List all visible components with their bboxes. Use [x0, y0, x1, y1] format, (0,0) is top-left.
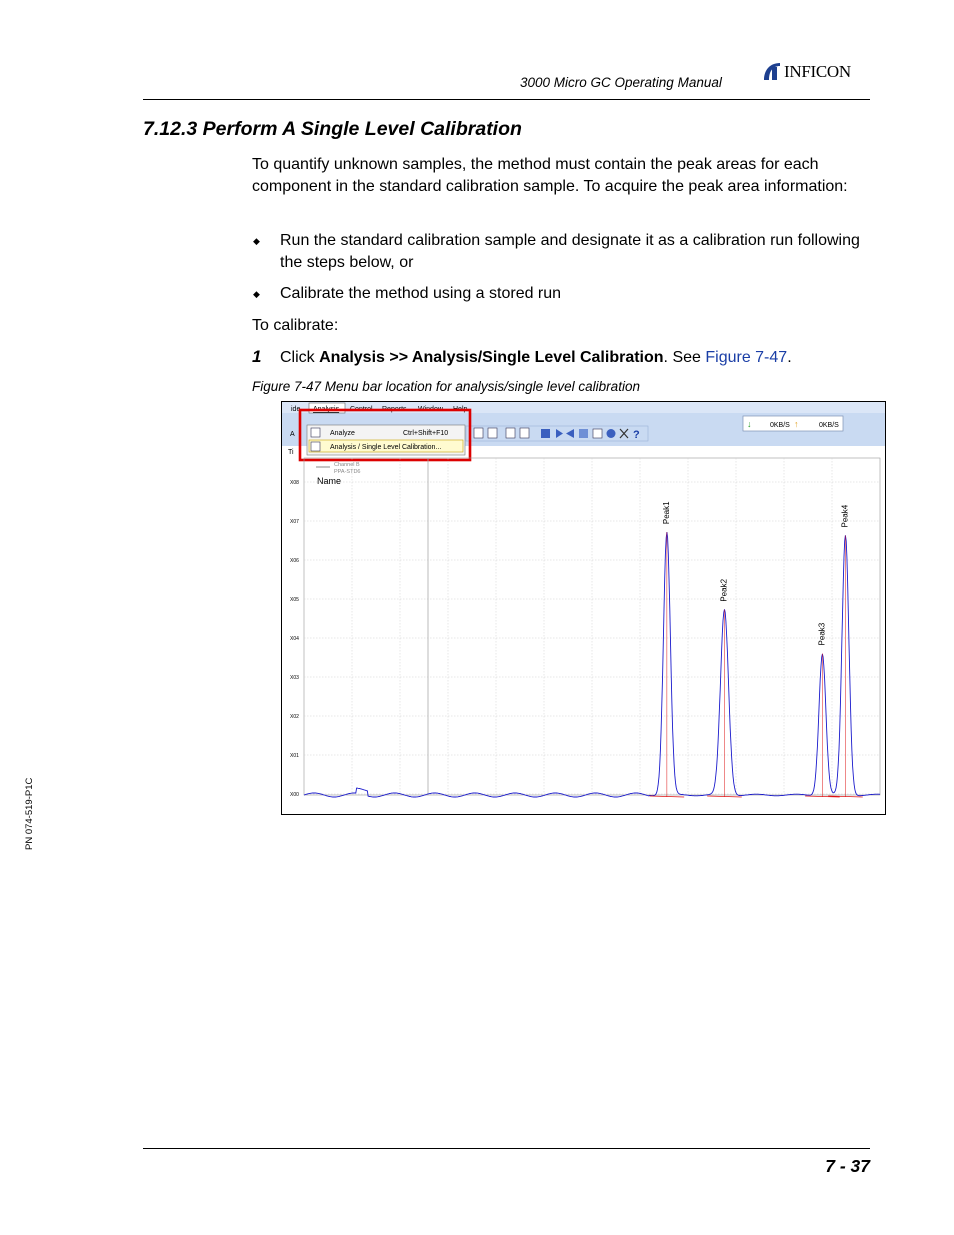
y-tick-label: X07	[290, 519, 299, 525]
analyze-icon	[311, 428, 320, 437]
toolbar-calibrate-icon[interactable]	[520, 428, 529, 438]
calibration-icon	[311, 442, 320, 451]
peak-label: Peak3	[817, 622, 827, 646]
plot-background	[282, 446, 886, 815]
toolbar-edit-icon[interactable]	[488, 428, 497, 438]
menu-item-help[interactable]: Help	[453, 406, 468, 413]
toolbar-refresh-icon[interactable]	[607, 429, 616, 438]
part-number: PN 074-519-P1C	[24, 777, 35, 850]
menu-item-reports[interactable]: Reports	[382, 406, 407, 413]
footer-rule	[143, 1148, 870, 1149]
y-tick-label: X05	[290, 597, 299, 603]
upload-rate: 0KB/S	[819, 422, 839, 429]
manual-title: 3000 Micro GC Operating Manual	[520, 75, 722, 90]
y-tick-label: X02	[290, 714, 299, 720]
peak-label: Peak2	[719, 578, 729, 602]
to-calibrate-text: To calibrate:	[252, 317, 339, 334]
left-label-ti: Ti	[288, 449, 294, 456]
menu-bar	[282, 402, 886, 413]
upload-arrow-icon: ↑	[794, 419, 799, 429]
step-command: Analysis >> Analysis/Single Level Calibration	[319, 349, 664, 366]
y-tick-label: X08	[290, 480, 299, 486]
y-tick-label: X01	[290, 753, 299, 759]
y-tick-label: X04	[290, 636, 299, 642]
y-tick-label: X00	[290, 792, 299, 798]
dropdown-item-calibration[interactable]: Analysis / Single Level Calibration...	[330, 444, 442, 451]
download-arrow-icon: ↓	[747, 419, 752, 429]
intro-paragraph: To quantify unknown samples, the method must contain the peak areas for each component in the standard calibration sample. To acquire the peak area information:	[252, 156, 848, 195]
y-tick-label: X06	[290, 558, 299, 564]
header-rule	[143, 99, 870, 100]
download-rate: 0KB/S	[770, 422, 790, 429]
chromatogram-figure	[282, 402, 886, 815]
bullet-diamond-icon: ◆	[253, 289, 260, 299]
bullet-text: Calibrate the method using a stored run	[280, 285, 562, 302]
step-number: 1	[252, 347, 262, 366]
figure-screenshot	[281, 401, 886, 815]
legend-sample: PPA-STD6	[334, 469, 361, 475]
figure-caption: Figure 7-47 Menu bar location for analysis/single level calibration	[252, 379, 640, 394]
analysis-dropdown	[307, 425, 465, 455]
toolbar-sequence-icon[interactable]	[593, 429, 602, 438]
dropdown-item-analyze[interactable]: Analyze	[330, 430, 355, 437]
page-number: 7 - 37	[825, 1156, 870, 1176]
legend-channel: Channel B	[334, 462, 360, 468]
figure-link[interactable]: Figure 7-47	[705, 349, 788, 366]
menu-item-analysis[interactable]: Analysis	[313, 406, 340, 413]
toolbar-help-icon[interactable]: ?	[633, 429, 640, 441]
left-label-a: A	[290, 431, 295, 438]
menu-item-control[interactable]: Control	[350, 406, 373, 413]
toolbar-monitor-icon[interactable]	[579, 429, 588, 438]
dropdown-shortcut-analyze: Ctrl+Shift+F10	[403, 430, 449, 437]
y-tick-label: X03	[290, 675, 299, 681]
brand-name: INFICON	[784, 62, 851, 81]
bullet-text: Run the standard calibration sample and designate it as a calibration run following the steps below, or	[280, 232, 860, 271]
menu-item-ide[interactable]: ide	[291, 406, 301, 413]
step-text: Click Analysis >> Analysis/Single Level Calibration. See Figure 7-47.	[280, 349, 792, 366]
toolbar-report-icon[interactable]	[474, 428, 483, 438]
menu-item-window[interactable]: Window	[418, 406, 443, 413]
legend-name-label: Name	[317, 476, 342, 486]
peak-label: Peak4	[840, 504, 850, 528]
section-title: 7.12.3 Perform A Single Level Calibration	[143, 118, 522, 140]
bullet-diamond-icon: ◆	[253, 236, 260, 246]
toolbar-stop-icon[interactable]	[541, 429, 550, 438]
peak-label: Peak1	[661, 501, 671, 525]
toolbar-analyze-icon[interactable]	[506, 428, 515, 438]
